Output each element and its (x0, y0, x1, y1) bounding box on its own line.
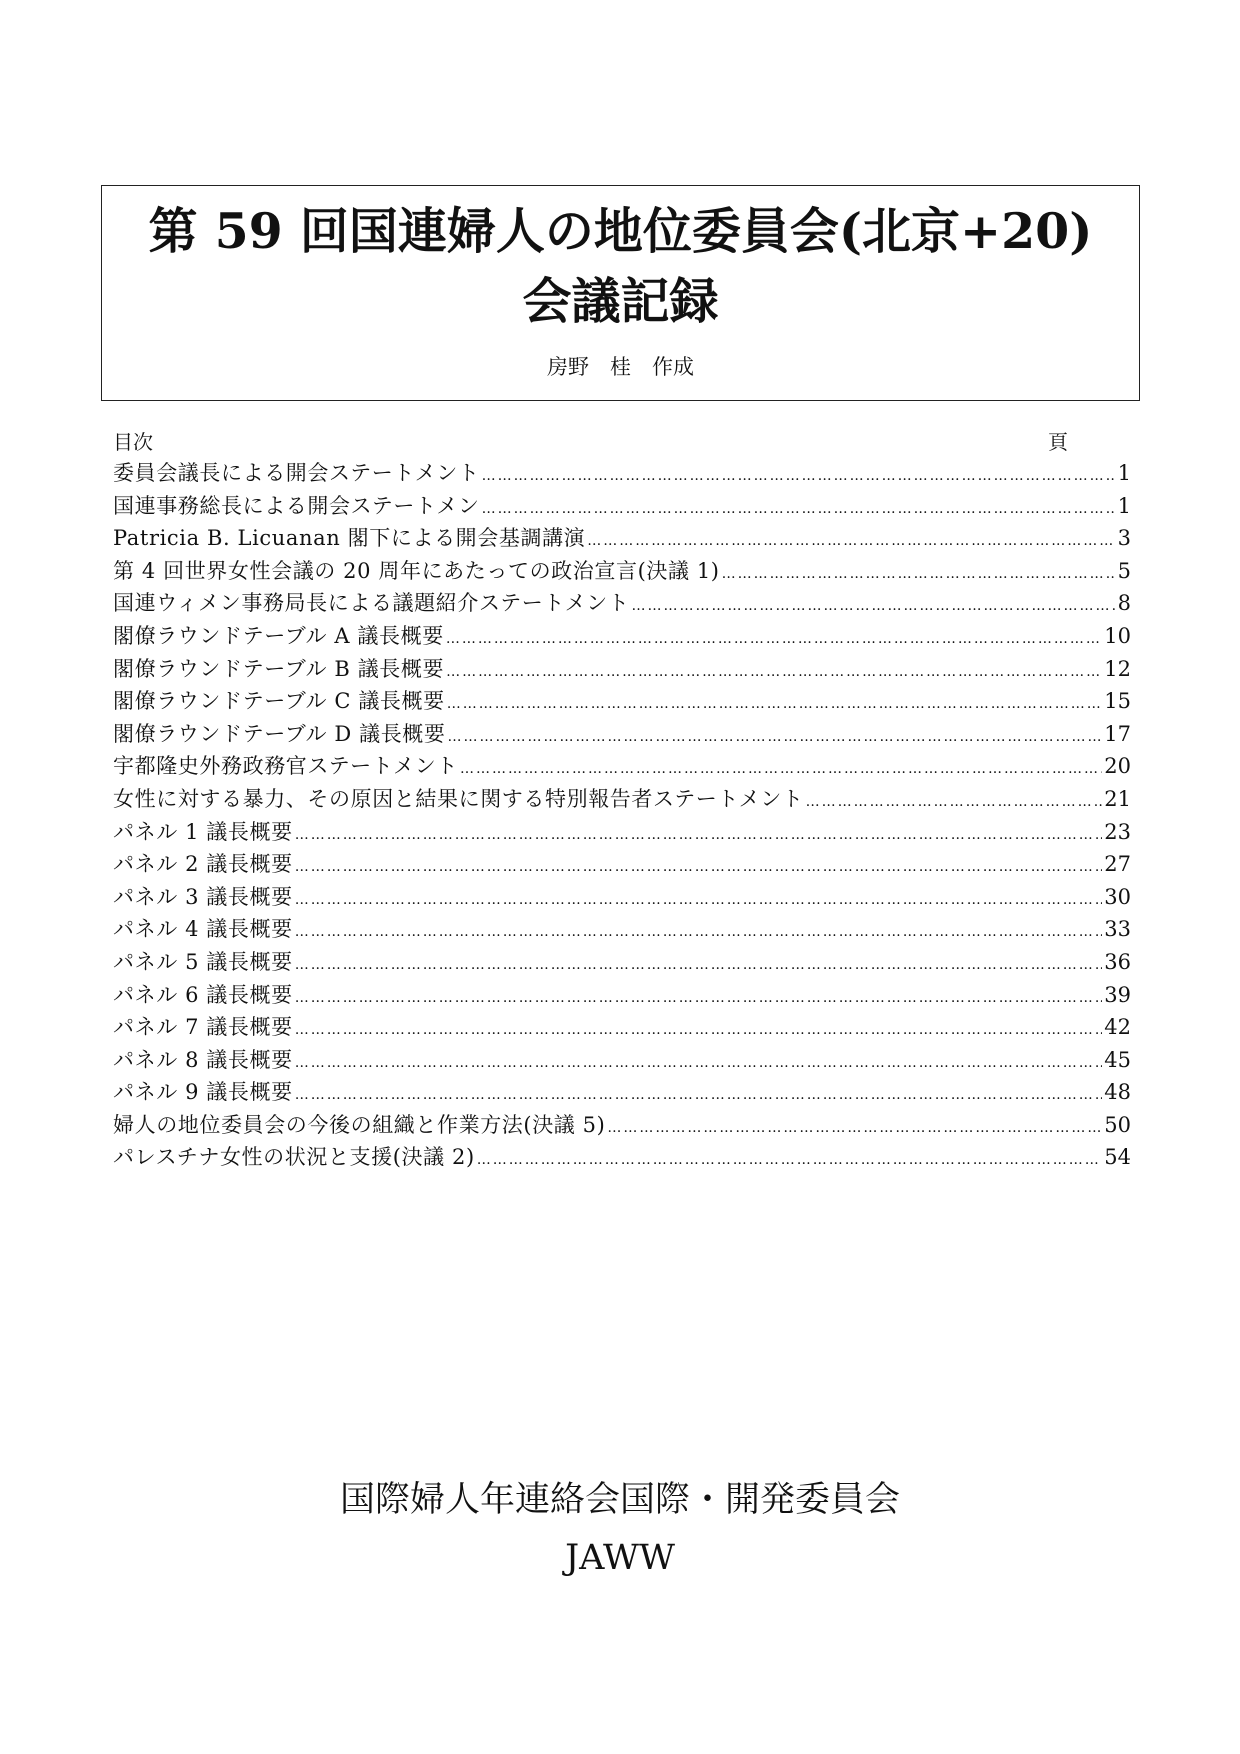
toc-entry[interactable] (113, 685, 1131, 718)
toc-leader-dots (607, 1112, 1102, 1145)
toc-entry-page: 27 (1104, 852, 1131, 877)
toc-entry[interactable] (113, 750, 1131, 783)
table-of-contents (113, 427, 1131, 1174)
toc-leader-dots (632, 590, 1116, 623)
toc-entry-title: Patricia B. Licuanan 閣下による開会基調講演 (113, 526, 586, 551)
toc-leader-dots (295, 1014, 1103, 1047)
toc-entry-page: 3 (1117, 526, 1131, 551)
toc-leader-dots (295, 1047, 1103, 1080)
toc-leader-dots (295, 982, 1103, 1015)
toc-entry-page: 48 (1104, 1080, 1131, 1105)
toc-leader-dots (446, 623, 1102, 656)
toc-leader-dots (295, 916, 1103, 949)
toc-leader-dots (587, 525, 1115, 558)
toc-entry[interactable] (113, 783, 1131, 816)
toc-entry[interactable] (113, 1141, 1131, 1174)
toc-leader-dots (295, 949, 1103, 982)
toc-entry-title: パネル 9 議長概要 (113, 1080, 293, 1105)
toc-leader-dots (477, 1144, 1102, 1177)
toc-entry[interactable] (113, 587, 1131, 620)
toc-entry-page: 45 (1104, 1047, 1131, 1072)
toc-entry-title: パネル 1 議長概要 (113, 819, 293, 844)
toc-entry[interactable] (113, 816, 1131, 849)
organization-abbreviation: JAWW (565, 1538, 675, 1578)
toc-entry[interactable] (113, 653, 1131, 686)
toc-label: 目次 (113, 430, 153, 454)
toc-entry-page: 5 (1117, 558, 1131, 583)
toc-entry-title: 閣僚ラウンドテーブル C 議長概要 (113, 689, 445, 714)
toc-entry[interactable] (113, 1076, 1131, 1109)
toc-entry[interactable] (113, 848, 1131, 881)
toc-entry-title: 閣僚ラウンドテーブル A 議長概要 (113, 623, 444, 648)
toc-entry-title: パネル 7 議長概要 (113, 1015, 293, 1040)
toc-entry-page: 50 (1104, 1112, 1131, 1137)
toc-entry[interactable] (113, 522, 1131, 555)
toc-entry-title: 宇都隆史外務政務官ステートメント (113, 754, 458, 779)
toc-entry-page: 10 (1104, 623, 1131, 648)
toc-leader-dots (295, 1079, 1103, 1112)
document-title: 第 59 回国連婦人の地位委員会(北京+20) (148, 202, 1093, 260)
toc-page-label: 頁 (1048, 430, 1068, 454)
toc-entry[interactable] (113, 946, 1131, 979)
toc-entry-page: 54 (1104, 1145, 1131, 1170)
toc-entry-title: 女性に対する暴力、その原因と結果に関する特別報告者ステートメント (113, 786, 804, 811)
toc-entry[interactable] (113, 979, 1131, 1012)
toc-list (113, 457, 1131, 1174)
toc-leader-dots (482, 460, 1116, 493)
toc-header (113, 427, 1131, 457)
toc-entry-page: 8 (1117, 591, 1131, 616)
toc-entry-page: 33 (1104, 917, 1131, 942)
organization-name: 国際婦人年連絡会国際・開発委員会 (339, 1480, 900, 1520)
toc-entry[interactable] (113, 457, 1131, 490)
toc-entry[interactable] (113, 620, 1131, 653)
author-credit: 房野 桂 作成 (547, 355, 694, 379)
toc-entry-title: 閣僚ラウンドテーブル D 議長概要 (113, 721, 446, 746)
toc-entry-page: 42 (1104, 1015, 1131, 1040)
toc-leader-dots (806, 786, 1103, 819)
toc-leader-dots (482, 493, 1116, 526)
toc-leader-dots (295, 884, 1103, 917)
toc-entry-page: 20 (1104, 754, 1131, 779)
toc-leader-dots (447, 688, 1103, 721)
title-box (101, 185, 1140, 401)
toc-leader-dots (448, 721, 1103, 754)
toc-entry-title: 第 4 回世界女性会議の 20 周年にあたっての政治宣言(決議 1) (113, 558, 720, 583)
toc-entry[interactable] (113, 1011, 1131, 1044)
toc-entry[interactable] (113, 490, 1131, 523)
toc-entry-title: パネル 8 議長概要 (113, 1047, 293, 1072)
toc-leader-dots (460, 753, 1102, 786)
document-subtitle: 会議記録 (522, 272, 719, 330)
toc-entry-page: 1 (1117, 461, 1131, 485)
toc-entry-page: 12 (1104, 656, 1131, 681)
toc-entry-title: パレスチナ女性の状況と支援(決議 2) (113, 1145, 475, 1170)
toc-leader-dots (446, 656, 1102, 689)
toc-entry[interactable] (113, 1044, 1131, 1077)
toc-entry-title: パネル 2 議長概要 (113, 852, 293, 877)
toc-entry[interactable] (113, 881, 1131, 914)
toc-entry-page: 17 (1104, 721, 1131, 746)
toc-entry-page: 21 (1104, 786, 1131, 811)
toc-entry-title: パネル 4 議長概要 (113, 917, 293, 942)
toc-leader-dots (295, 851, 1103, 884)
toc-entry-title: パネル 5 議長概要 (113, 949, 293, 974)
toc-entry-title: 国連ウィメン事務局長による議題紹介ステートメント (113, 591, 630, 616)
toc-leader-dots (722, 558, 1116, 591)
toc-entry-title: 国連事務総長による開会ステートメン (113, 493, 480, 518)
toc-entry-title: 委員会議長による開会ステートメント (113, 461, 480, 485)
toc-entry-title: 婦人の地位委員会の今後の組織と作業方法(決議 5) (113, 1112, 606, 1137)
toc-entry-page: 39 (1104, 982, 1131, 1007)
toc-leader-dots (295, 819, 1103, 852)
toc-entry-title: 閣僚ラウンドテーブル B 議長概要 (113, 656, 445, 681)
toc-entry-page: 23 (1104, 819, 1131, 844)
toc-entry-page: 15 (1104, 689, 1131, 714)
toc-entry-page: 1 (1117, 493, 1131, 518)
toc-entry[interactable] (113, 913, 1131, 946)
toc-entry-page: 30 (1104, 884, 1131, 909)
toc-entry[interactable] (113, 718, 1131, 751)
toc-entry-title: パネル 6 議長概要 (113, 982, 293, 1007)
toc-entry[interactable] (113, 1109, 1131, 1142)
toc-entry-title: パネル 3 議長概要 (113, 884, 293, 909)
toc-entry[interactable] (113, 555, 1131, 588)
toc-entry-page: 36 (1104, 949, 1131, 974)
